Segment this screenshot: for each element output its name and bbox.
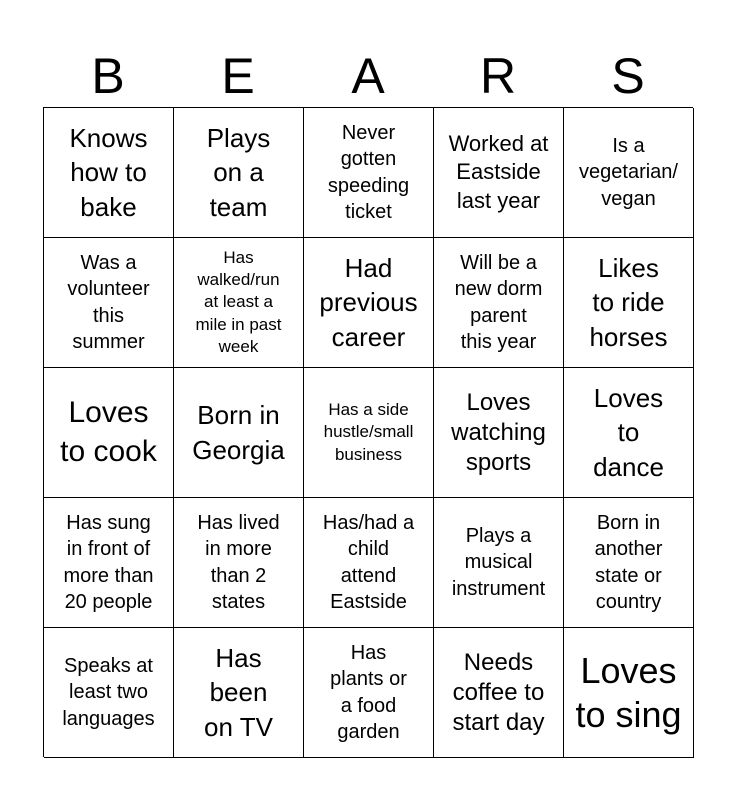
bingo-cell-r4-c4[interactable] bbox=[434, 498, 564, 628]
bingo-cell-r3-c2[interactable] bbox=[174, 368, 304, 498]
cell-text: Had previous career bbox=[319, 253, 418, 352]
cell-text: Needs coffee to start day bbox=[452, 648, 545, 736]
bingo-cell-r2-c3[interactable] bbox=[304, 238, 434, 368]
cell-text: Worked at Eastside last year bbox=[448, 130, 549, 213]
cell-text: Will be a new dorm parent this year bbox=[454, 251, 543, 353]
header-letter-b: B bbox=[91, 48, 125, 104]
bingo-cell-r4-c1[interactable] bbox=[44, 498, 174, 628]
bingo-cell-r1-c2[interactable] bbox=[174, 108, 304, 238]
cell-text: Loves to dance bbox=[593, 383, 664, 482]
cell-text: Loves watching sports bbox=[451, 388, 546, 476]
bingo-cell-r3-c5[interactable] bbox=[564, 368, 694, 498]
bingo-cell-r4-c2[interactable] bbox=[174, 498, 304, 628]
cell-text: Knows how to bake bbox=[69, 123, 148, 222]
cell-text: Plays on a team bbox=[206, 123, 271, 222]
cell-text: Never gotten speeding ticket bbox=[327, 121, 410, 223]
cell-text: Born in another state or country bbox=[594, 511, 663, 613]
bingo-cell-r1-c5[interactable] bbox=[564, 108, 694, 238]
cell-text: Likes to ride horses bbox=[589, 253, 668, 352]
cell-text: Plays a musical instrument bbox=[451, 524, 546, 600]
bingo-cell-r1-c1[interactable] bbox=[44, 108, 174, 238]
bingo-cell-r3-c4[interactable] bbox=[434, 368, 564, 498]
bingo-cell-r3-c3[interactable] bbox=[304, 368, 434, 498]
cell-text: Born in Georgia bbox=[192, 400, 285, 465]
bingo-cell-r5-c3[interactable] bbox=[304, 628, 434, 758]
bingo-cell-r5-c4[interactable] bbox=[434, 628, 564, 758]
bingo-cell-r2-c1[interactable] bbox=[44, 238, 174, 368]
cell-text: Has/had a child attend Eastside bbox=[322, 511, 415, 613]
cell-text: Is a vegetarian/ vegan bbox=[579, 134, 678, 210]
cell-text: Loves to sing bbox=[575, 650, 682, 735]
bingo-grid bbox=[43, 107, 693, 757]
cell-text: Speaks at least two languages bbox=[62, 654, 155, 730]
cell-text: Loves to cook bbox=[60, 396, 157, 468]
cell-text: Has been on TV bbox=[204, 643, 273, 742]
bingo-cell-r5-c1[interactable] bbox=[44, 628, 174, 758]
bingo-cell-r3-c1[interactable] bbox=[44, 368, 174, 498]
bingo-cell-r4-c3[interactable] bbox=[304, 498, 434, 628]
bingo-cell-r2-c4[interactable] bbox=[434, 238, 564, 368]
header-letter-e: E bbox=[221, 48, 255, 104]
cell-text: Has sung in front of more than 20 people bbox=[63, 511, 154, 613]
cell-text: Has plants or a food garden bbox=[330, 641, 407, 743]
bingo-cell-r2-c2[interactable] bbox=[174, 238, 304, 368]
bingo-cell-r1-c4[interactable] bbox=[434, 108, 564, 238]
bingo-header bbox=[43, 44, 693, 108]
cell-text: Was a volunteer this summer bbox=[67, 251, 150, 353]
cell-text: Has a side hustle/small business bbox=[323, 400, 414, 464]
cell-text: Has lived in more than 2 states bbox=[197, 511, 280, 613]
header-letter-r: R bbox=[479, 48, 517, 104]
bingo-cell-r5-c5[interactable] bbox=[564, 628, 694, 758]
bingo-cell-r5-c2[interactable] bbox=[174, 628, 304, 758]
bingo-cell-r1-c3[interactable] bbox=[304, 108, 434, 238]
bingo-cell-r2-c5[interactable] bbox=[564, 238, 694, 368]
header-letter-a: A bbox=[351, 48, 385, 104]
header-letter-s: S bbox=[611, 48, 645, 104]
cell-text: Has walked/run at least a mile in past week bbox=[195, 248, 282, 356]
bingo-cell-r4-c5[interactable] bbox=[564, 498, 694, 628]
